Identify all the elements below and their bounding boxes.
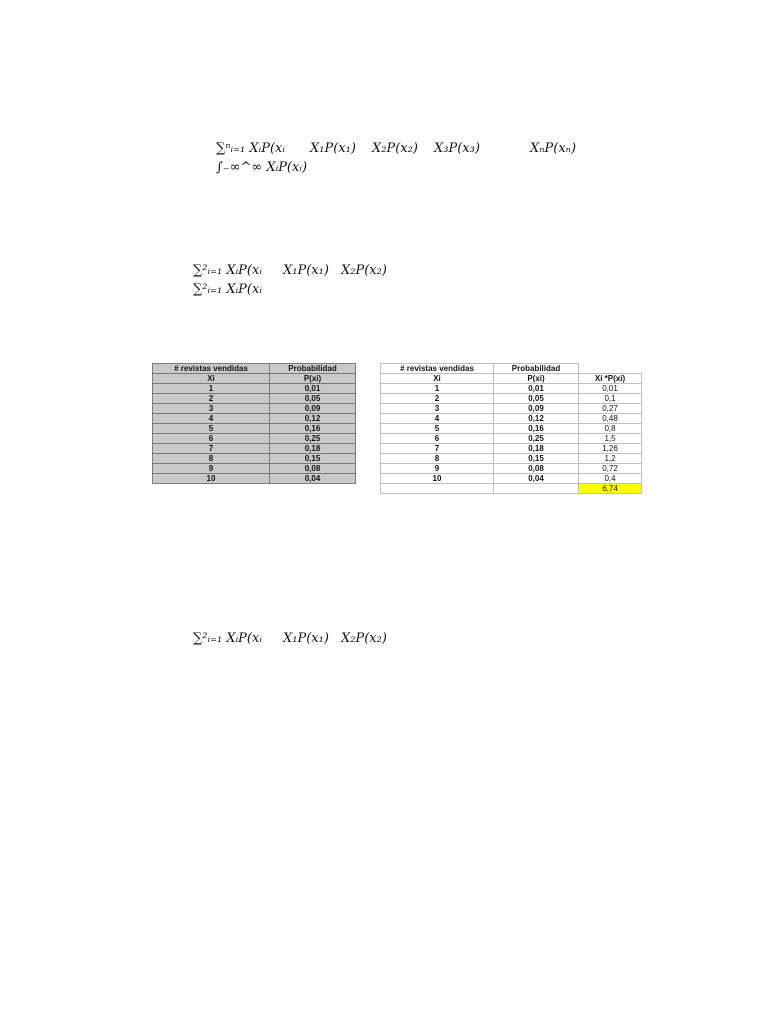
cell-xi: 2 bbox=[153, 394, 270, 404]
cell-product: 0,48 bbox=[579, 414, 642, 424]
table-row bbox=[381, 414, 642, 424]
table-right-body bbox=[381, 364, 642, 494]
formula-term-2: X₂P(x₂) bbox=[341, 631, 387, 646]
cell-product: 1,26 bbox=[579, 444, 642, 454]
table-row bbox=[381, 384, 642, 394]
cell-pxi: 0,01 bbox=[270, 384, 356, 394]
header-cell: # revistas vendidas bbox=[153, 364, 270, 374]
table-total-row bbox=[381, 484, 642, 494]
cell-pxi: 0,04 bbox=[270, 474, 356, 484]
cell-pxi: 0,25 bbox=[270, 434, 356, 444]
cell-product: 0,8 bbox=[579, 424, 642, 434]
cell-xi: 6 bbox=[153, 434, 270, 444]
cell-pxi: 0,25 bbox=[494, 434, 579, 444]
cell-pxi: 0,18 bbox=[494, 444, 579, 454]
subheader-cell: Xi *P(xi) bbox=[579, 374, 642, 384]
cell-product: 1,5 bbox=[579, 434, 642, 444]
table-row bbox=[153, 434, 356, 444]
total-empty-cell bbox=[381, 484, 494, 494]
cell-xi: 4 bbox=[153, 414, 270, 424]
header-cell: Probabilidad bbox=[494, 364, 579, 374]
cell-pxi: 0,08 bbox=[494, 464, 579, 474]
header-cell: # revistas vendidas bbox=[381, 364, 494, 374]
formula-sum-term-2: ∑²ᵢ₌₁ XᵢP(xᵢ bbox=[193, 282, 262, 297]
table-row bbox=[153, 384, 356, 394]
cell-product: 0,27 bbox=[579, 404, 642, 414]
cell-pxi: 0,12 bbox=[270, 414, 356, 424]
cell-xi: 7 bbox=[381, 444, 494, 454]
cell-xi: 10 bbox=[153, 474, 270, 484]
subheader-cell: Xi bbox=[381, 374, 494, 384]
subheader-cell: P(xi) bbox=[494, 374, 579, 384]
cell-product: 0,01 bbox=[579, 384, 642, 394]
table-left-body bbox=[153, 364, 356, 484]
formula-term-n: XₙP(xₙ) bbox=[530, 141, 577, 156]
cell-pxi: 0,09 bbox=[494, 404, 579, 414]
table-row bbox=[381, 434, 642, 444]
subheader-cell: P(xi) bbox=[270, 374, 356, 384]
table-row bbox=[153, 394, 356, 404]
table-row bbox=[153, 444, 356, 454]
formula-term-1: X₁P(x₁) bbox=[283, 631, 329, 646]
table-row bbox=[153, 404, 356, 414]
cell-xi: 4 bbox=[381, 414, 494, 424]
cell-xi: 5 bbox=[381, 424, 494, 434]
cell-xi: 3 bbox=[153, 404, 270, 414]
formula-integral: ∫₋∞^∞ XᵢP(xᵢ) bbox=[216, 160, 308, 175]
table-row bbox=[381, 464, 642, 474]
cell-pxi: 0,05 bbox=[270, 394, 356, 404]
cell-pxi: 0,16 bbox=[494, 424, 579, 434]
table-row bbox=[381, 474, 642, 484]
subheader-cell: Xi bbox=[153, 374, 270, 384]
cell-product: 0,1 bbox=[579, 394, 642, 404]
formula-term-1: X₁P(x₁) bbox=[310, 141, 356, 156]
cell-xi: 1 bbox=[153, 384, 270, 394]
cell-xi: 10 bbox=[381, 474, 494, 484]
cell-product: 0,4 bbox=[579, 474, 642, 484]
table-row bbox=[153, 454, 356, 464]
formula-sum-term: ∑²ᵢ₌₁ XᵢP(xᵢ bbox=[193, 631, 262, 646]
cell-xi: 7 bbox=[153, 444, 270, 454]
table-row bbox=[381, 444, 642, 454]
formula-block-2 bbox=[193, 263, 413, 297]
table-row bbox=[153, 414, 356, 424]
cell-xi: 2 bbox=[381, 394, 494, 404]
formula-term-2: X₂P(x₂) bbox=[372, 141, 418, 156]
cell-pxi: 0,04 bbox=[494, 474, 579, 484]
cell-pxi: 0,15 bbox=[270, 454, 356, 464]
cell-pxi: 0,09 bbox=[270, 404, 356, 414]
cell-xi: 1 bbox=[381, 384, 494, 394]
cell-xi: 8 bbox=[153, 454, 270, 464]
header-cell: Probabilidad bbox=[270, 364, 356, 374]
cell-xi: 5 bbox=[153, 424, 270, 434]
total-empty-cell bbox=[494, 484, 579, 494]
expected-value-table bbox=[380, 363, 642, 494]
table-header-row bbox=[381, 364, 642, 374]
cell-pxi: 0,18 bbox=[270, 444, 356, 454]
table-row bbox=[153, 464, 356, 474]
cell-pxi: 0,05 bbox=[494, 394, 579, 404]
header-cell-empty bbox=[579, 364, 642, 374]
formula-sum-term: ∑²ᵢ₌₁ XᵢP(xᵢ bbox=[193, 263, 262, 278]
formula-block-1 bbox=[216, 141, 596, 175]
cell-pxi: 0,16 bbox=[270, 424, 356, 434]
cell-product: 0,72 bbox=[579, 464, 642, 474]
formula-sum-term: ∑ⁿᵢ₌₁ XᵢP(xᵢ bbox=[216, 141, 286, 156]
table-row bbox=[381, 394, 642, 404]
cell-product: 1,2 bbox=[579, 454, 642, 464]
cell-xi: 3 bbox=[381, 404, 494, 414]
cell-xi: 9 bbox=[381, 464, 494, 474]
cell-pxi: 0,08 bbox=[270, 464, 356, 474]
formula-term-2: X₂P(x₂) bbox=[341, 263, 387, 278]
table-row bbox=[153, 474, 356, 484]
cell-pxi: 0,15 bbox=[494, 454, 579, 464]
table-row bbox=[153, 424, 356, 434]
probability-table-grey bbox=[152, 363, 356, 484]
cell-pxi: 0,01 bbox=[494, 384, 579, 394]
table-row bbox=[381, 424, 642, 434]
total-cell: 6,74 bbox=[579, 484, 642, 494]
table-row bbox=[381, 454, 642, 464]
formula-block-3 bbox=[193, 631, 413, 647]
table-row bbox=[381, 404, 642, 414]
table-header-row bbox=[153, 364, 356, 374]
cell-xi: 8 bbox=[381, 454, 494, 464]
table-subheader-row bbox=[153, 374, 356, 384]
formula-term-1: X₁P(x₁) bbox=[283, 263, 329, 278]
cell-pxi: 0,12 bbox=[494, 414, 579, 424]
table-subheader-row bbox=[381, 374, 642, 384]
cell-xi: 9 bbox=[153, 464, 270, 474]
formula-term-3: X₃P(x₃) bbox=[434, 141, 480, 156]
cell-xi: 6 bbox=[381, 434, 494, 444]
